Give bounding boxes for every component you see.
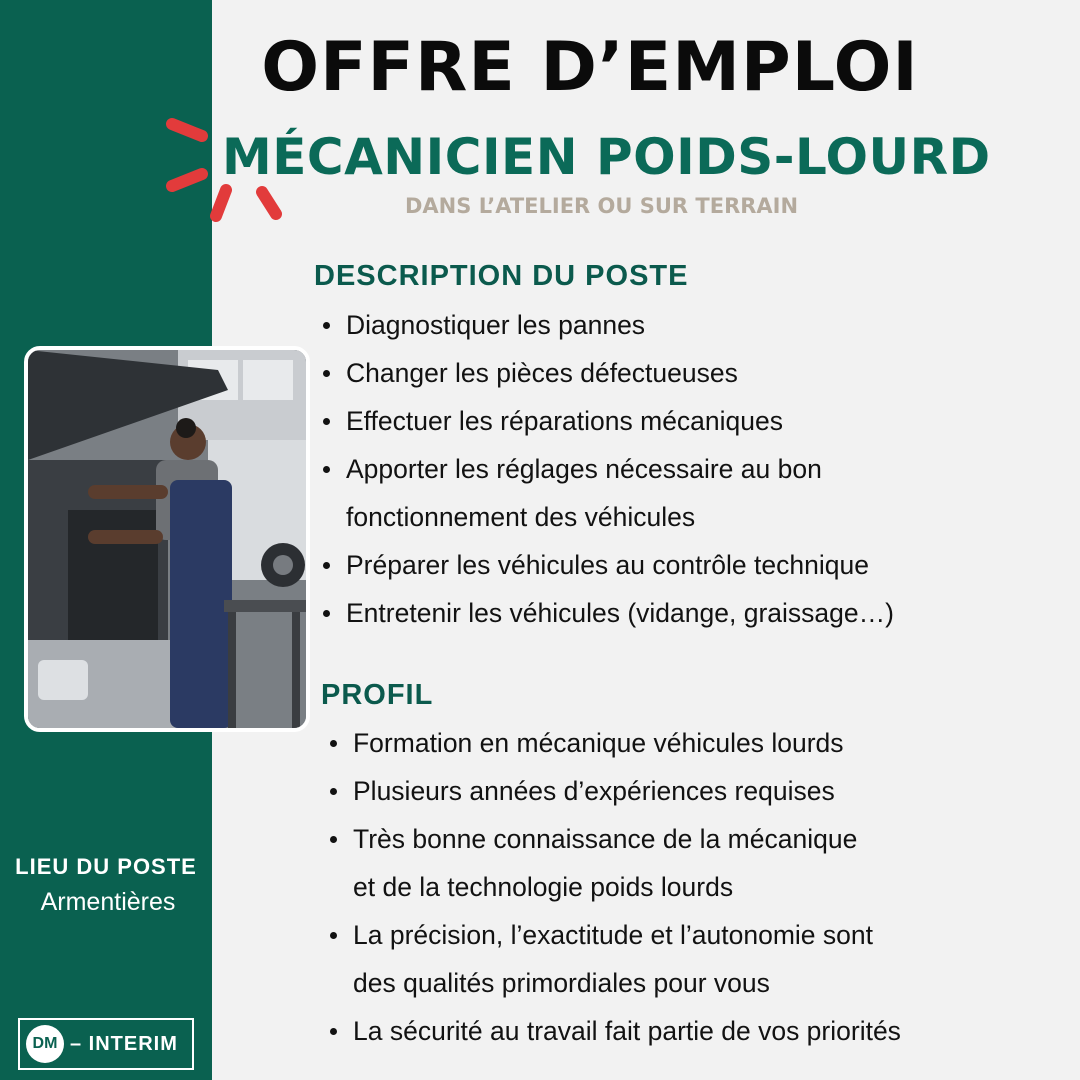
- list-item: La sécurité au travail fait partie de vos priorités: [327, 1007, 901, 1055]
- description-heading: DESCRIPTION DU POSTE: [314, 260, 689, 292]
- list-item: Apporter les réglages nécessaire au bon fonctionnement des véhicules: [320, 445, 894, 541]
- list-item: Préparer les véhicules au contrôle technique: [320, 541, 894, 589]
- job-title: MÉCANICIEN POIDS-LOURD: [222, 128, 991, 186]
- dm-logo-icon: DM: [26, 1025, 64, 1063]
- location-value: Armentières: [40, 888, 176, 916]
- mechanic-illustration: [28, 350, 306, 728]
- list-item: Diagnostiquer les pannes: [320, 301, 894, 349]
- list-item: Changer les pièces défectueuses: [320, 349, 894, 397]
- mechanic-photo: [24, 346, 310, 732]
- list-item: Entretenir les véhicules (vidange, graissage…): [320, 589, 894, 637]
- list-item: Formation en mécanique véhicules lourds: [327, 719, 901, 767]
- profile-list: [327, 719, 901, 1055]
- list-item: Très bonne connaissance de la mécanique et de la technologie poids lourds: [327, 815, 901, 911]
- list-item: La précision, l’exactitude et l’autonomie sont des qualités primordiales pour vous: [327, 911, 901, 1007]
- job-subtitle: DANS L’ATELIER OU SUR TERRAIN: [405, 194, 799, 218]
- page-title: OFFRE D’EMPLOI: [261, 28, 919, 107]
- list-item: Effectuer les réparations mécaniques: [320, 397, 894, 445]
- profile-heading: PROFIL: [321, 679, 434, 711]
- dm-interim-logo: [18, 1018, 194, 1070]
- logo-text: – INTERIM: [70, 1032, 178, 1055]
- list-item: Plusieurs années d’expériences requises: [327, 767, 901, 815]
- location-label: LIEU DU POSTE: [15, 854, 197, 879]
- description-list: [320, 301, 894, 637]
